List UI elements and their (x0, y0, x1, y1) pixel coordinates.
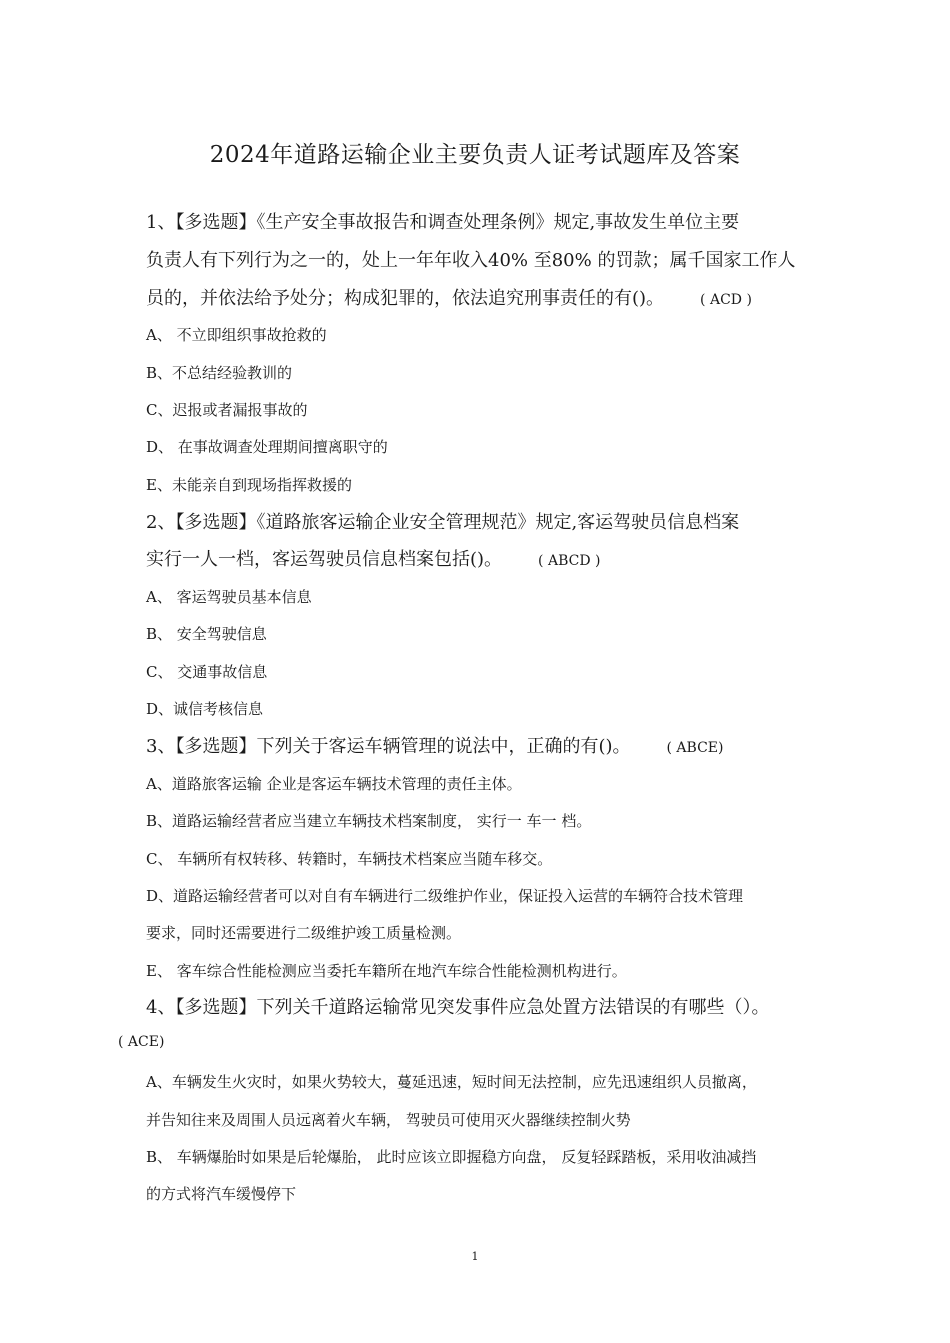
question-2-option-d: D、诚信考核信息 (146, 700, 264, 718)
question-2-stem-line-2 (146, 545, 600, 571)
question-4-answer: ( ACE) (118, 1034, 165, 1050)
question-2-option-a: A、 客运驾驶员基本信息 (146, 588, 312, 606)
question-4-option-a-line-2: 并告知往来及周围人员远离着火车辆， 驾驶员可使用灭火器继续控制火势 (146, 1111, 631, 1129)
question-1-option-d: D、 在事故调查处理期间擅离职守的 (146, 438, 388, 456)
page-number: 1 (471, 1250, 479, 1263)
question-2-stem-line-1: 2、【多选题】《道路旅客运输企业安全管理规范》规定,客运驾驶员信息档案 (146, 512, 740, 533)
question-3-option-d-line-1: D、道路运输经营者可以对自有车辆进行二级维护作业，保证投入运营的车辆符合技术管理 (146, 887, 744, 905)
question-3-option-b: B、道路运输经营者应当建立车辆技术档案制度， 实行一 车一 档。 (146, 812, 592, 830)
question-4-option-b-line-2: 的方式将汽车缓慢停下 (146, 1185, 297, 1203)
question-3-stem-line-1 (146, 732, 723, 758)
question-1-stem-line-3 (146, 284, 752, 310)
question-1-stem-text: 员的，并依法给予处分；构成犯罪的，依法追究刑事责任的有()。 (146, 288, 665, 309)
question-3-option-a: A、道路旅客运输 企业是客运车辆技术管理的责任主体。 (146, 775, 522, 793)
question-1-option-b: B、不总结经验教训的 (146, 364, 293, 382)
question-1-option-a: A、 不立即组织事故抢救的 (146, 326, 327, 344)
question-2-answer: ( ABCD ) (538, 553, 601, 569)
question-1-option-e: E、未能亲自到现场指挥救援的 (146, 476, 352, 494)
question-2-stem-text: 实行一人一档，客运驾驶员信息档案包括()。 (146, 549, 503, 570)
question-4-option-a-line-1: A、车辆发生火灾时，如果火势较大，蔓延迅速，短时间无法控制，应先迅速组织人员撤离， (146, 1073, 757, 1091)
question-1-stem-line-1: 1、【多选题】《生产安全事故报告和调查处理条例》规定,事故发生单位主要 (146, 212, 740, 233)
question-3-option-c: C、 车辆所有权转移、转籍时，车辆技术档案应当随车移交。 (146, 850, 553, 868)
question-1-option-c: C、迟报或者漏报事故的 (146, 401, 308, 419)
question-3-option-d-line-2: 要求，同时还需要进行二级维护竣工质量检测。 (146, 924, 462, 942)
question-1-stem-line-2: 负责人有下列行为之一的，处上一年年收入40% 至80% 的罚款；属千国家工作人 (146, 250, 796, 271)
document-title: 2024年道路运输企业主要负责人证考试题库及答案 (209, 142, 741, 168)
question-3-stem-text: 3、【多选题】下列关于客运车辆管理的说法中，正确的有()。 (146, 736, 631, 757)
question-2-option-c: C、 交通事故信息 (146, 663, 268, 681)
question-1-answer: ( ACD ) (700, 292, 752, 308)
question-3-option-e: E、 客车综合性能检测应当委托车籍所在地汽车综合性能检测机构进行。 (146, 962, 627, 980)
question-2-option-b: B、 安全驾驶信息 (146, 625, 267, 643)
question-3-answer: ( ABCE) (666, 740, 724, 756)
question-4-option-b-line-1: B、 车辆爆胎时如果是后轮爆胎， 此时应该立即握稳方向盘， 反复轻踩踏板，采用收油减挡 (146, 1148, 757, 1166)
question-4-stem-line-1: 4、【多选题】下列关千道路运输常见突发事件应急处置方法错误的有哪些（）。 (146, 997, 770, 1018)
